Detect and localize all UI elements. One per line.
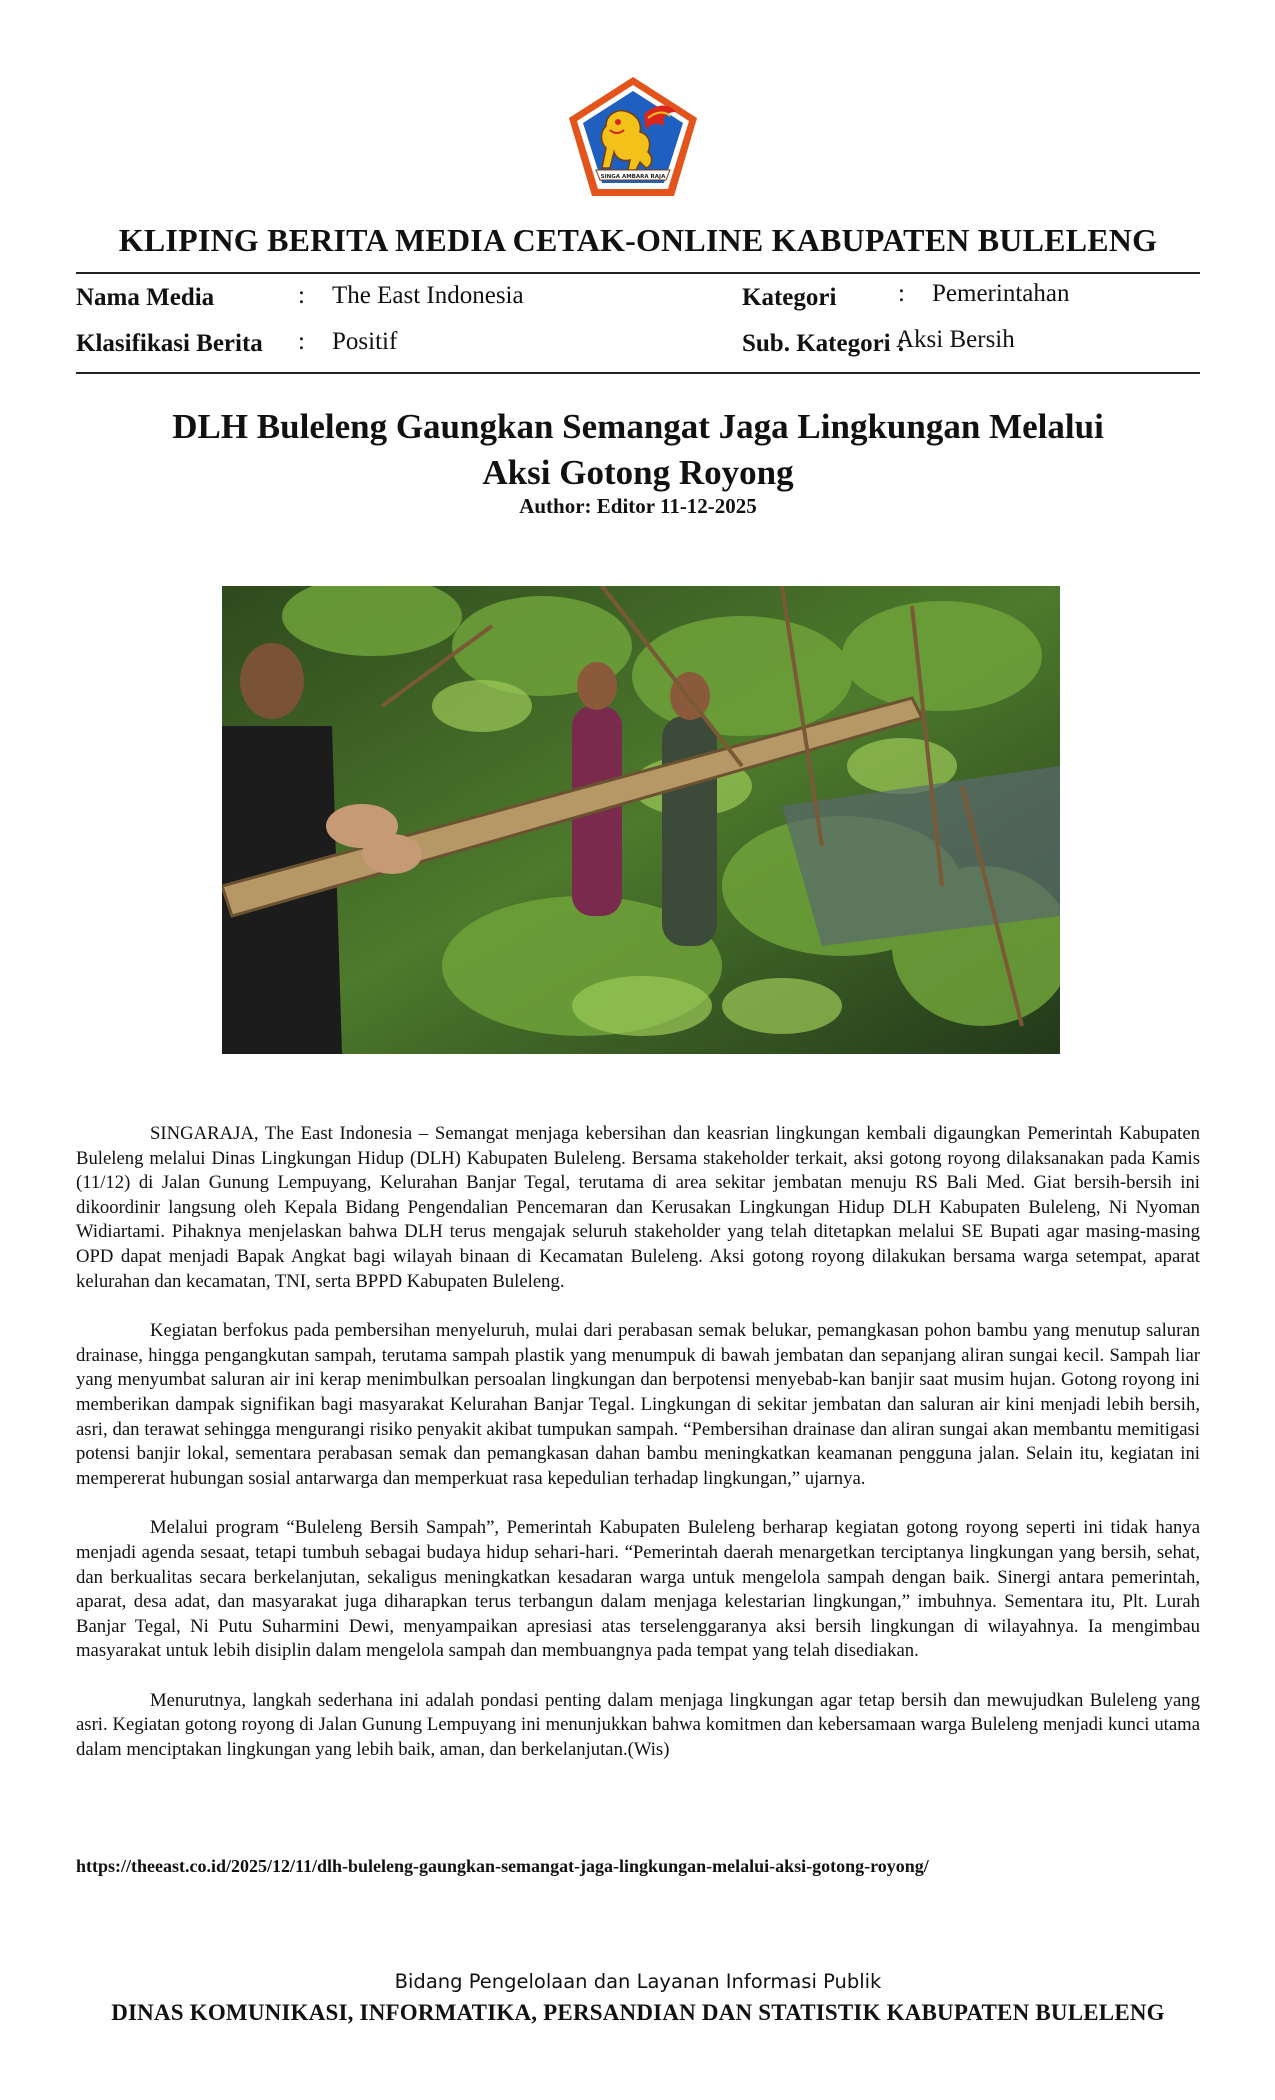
buleleng-emblem-logo — [566, 74, 700, 200]
document-header-title: KLIPING BERITA MEDIA CETAK-ONLINE KABUPATEN BULELENG — [118, 222, 1158, 258]
article-body — [76, 1122, 1200, 1788]
article-title — [76, 404, 1200, 496]
klasifikasi-berita-label: Klasifikasi Berita — [76, 330, 263, 357]
nama-media-label: Nama Media — [76, 284, 215, 311]
svg-text:SINGA AMBARA RAJA: SINGA AMBARA RAJA — [600, 174, 666, 180]
article-author-date: Author: Editor 11-12-2025 — [519, 494, 757, 518]
sub-kategori-value: Aksi Bersih — [896, 326, 1015, 353]
header-divider-bottom — [76, 372, 1200, 374]
article-source-url[interactable]: https://theeast.co.id/2025/12/11/dlh-buleleng-gaungkan-semangat-jaga-lingkungan-melalui-aksi-gotong-royong/ — [76, 1856, 929, 1876]
article-paragraph-1: SINGARAJA, The East Indonesia – Semangat menjaga kebersihan dan keasrian lingkungan kembali digaungkan Pemerintah Kabupaten Buleleng melalui Dinas Lingkungan Hidup (DLH) Kabupaten Buleleng. Bersama stakeholder terkait, aksi gotong royong dilaksanakan pada Kamis (11/12) di Jalan Gunung Lempuyang, Kelurahan Banjar Tegal, terutama di area sekitar jembatan menuju RS Bali Med. Giat bersih-bersih ini dikoordinir langsung oleh Kepala Bidang Pengendalian Pencemaran dan Kerusakan Lingkungan Hidup DLH Kabupaten Buleleng, Ni Nyoman Widiartami. Pihaknya menjelaskan bahwa DLH terus mengajak seluruh stakeholder yang telah ditetapkan melalui SE Bupati agar masing-masing OPD dapat menjadi Bapak Angkat bagi wilayah binaan di Kecamatan Buleleng. Aksi gotong royong dilakukan bersama warga setempat, aparat kelurahan dan kecamatan, TNI, serta BPPD Kabupaten Buleleng. — [76, 1123, 1200, 1292]
header-divider-top — [76, 272, 1200, 274]
kategori-label: Kategori — [742, 284, 837, 311]
nama-media-value: : The East Indonesia — [298, 282, 524, 309]
article-photo — [222, 586, 1060, 1054]
sub-kategori-label: Sub. Kategori : — [742, 330, 906, 357]
footer-agency-name: DINAS KOMUNIKASI, INFORMATIKA, PERSANDIAN DAN STATISTIK KABUPATEN BULELENG — [111, 2000, 1165, 2025]
article-title-line-1: DLH Buleleng Gaungkan Semangat Jaga Lingkungan Melalui — [172, 407, 1104, 446]
article-paragraph-4: Menurutnya, langkah sederhana ini adalah pondasi penting dalam menjaga lingkungan agar tetap bersih dan mewujudkan Buleleng yang asri. Kegiatan gotong royong di Jalan Gunung Lempuyang ini menunjukkan bahwa komitmen dan kebersamaan warga Buleleng menjadi kunci utama dalam menciptakan lingkungan yang lebih baik, aman, dan berkelanjutan.(Wis) — [76, 1689, 1200, 1761]
klasifikasi-berita-value: : Positif — [298, 328, 398, 355]
footer-division-name: Bidang Pengelolaan dan Layanan Informasi Publik — [394, 1970, 882, 1993]
article-title-line-2: Aksi Gotong Royong — [482, 453, 794, 492]
article-paragraph-3: Melalui program “Buleleng Bersih Sampah”, Pemerintah Kabupaten Buleleng berharap kegiatan gotong royong seperti ini tidak hanya menjadi agenda sesaat, tetapi tumbuh sebagai budaya hidup sehari-hari. “Pemerintah daerah menargetkan terciptanya lingkungan yang bersih, sehat, dan berkualitas secara berkelanjutan, sekaligus meningkatkan kesadaran warga untuk mengelola sampah dengan baik. Sinergi antara pemerintah, aparat, desa adat, dan masyarakat juga diharapkan terus terbangun dalam menjaga kelestarian lingkungan,” imbuhnya. Sementara itu, Plt. Lurah Banjar Tegal, Ni Putu Suharmini Dewi, menyampaikan apresiasi atas terselenggaranya aksi bersih lingkungan di wilayahnya. Ia mengimbau masyarakat untuk lebih disiplin dalam mengelola sampah dan membuangnya pada tempat yang telah disediakan. — [76, 1517, 1200, 1662]
kategori-value: : Pemerintahan — [898, 280, 1070, 307]
article-paragraph-2: Kegiatan berfokus pada pembersihan menyeluruh, mulai dari perabasan semak belukar, pemangkasan pohon bambu yang menutup saluran drainase, hingga pengangkutan sampah, terutama sampah plastik yang menumpuk di bawah jembatan dan sepanjang aliran sungai kecil. Sampah liar yang menyumbat saluran air ini kerap menimbulkan persoalan lingkungan dan berpotensi menyebab-kan banjir saat musim hujan. Gotong royong ini memberikan dampak signifikan bagi masyarakat Kelurahan Banjar Tegal. Lingkungan di sekitar jembatan dan saluran air kini menjadi lebih bersih, asri, dan terawat sehingga mengurangi risiko penyakit akibat tumpukan sampah. “Pembersihan drainase dan aliran sungai akan membantu memitigasi potensi banjir lokal, sementara perabasan semak dan pemangkasan dahan bambu meningkatkan keamanan pengguna jalan. Selain itu, kegiatan ini mempererat hubungan sosial antarwarga dan memperkuat rasa kepedulian terhadap lingkungan,” ujarnya. — [76, 1320, 1200, 1489]
